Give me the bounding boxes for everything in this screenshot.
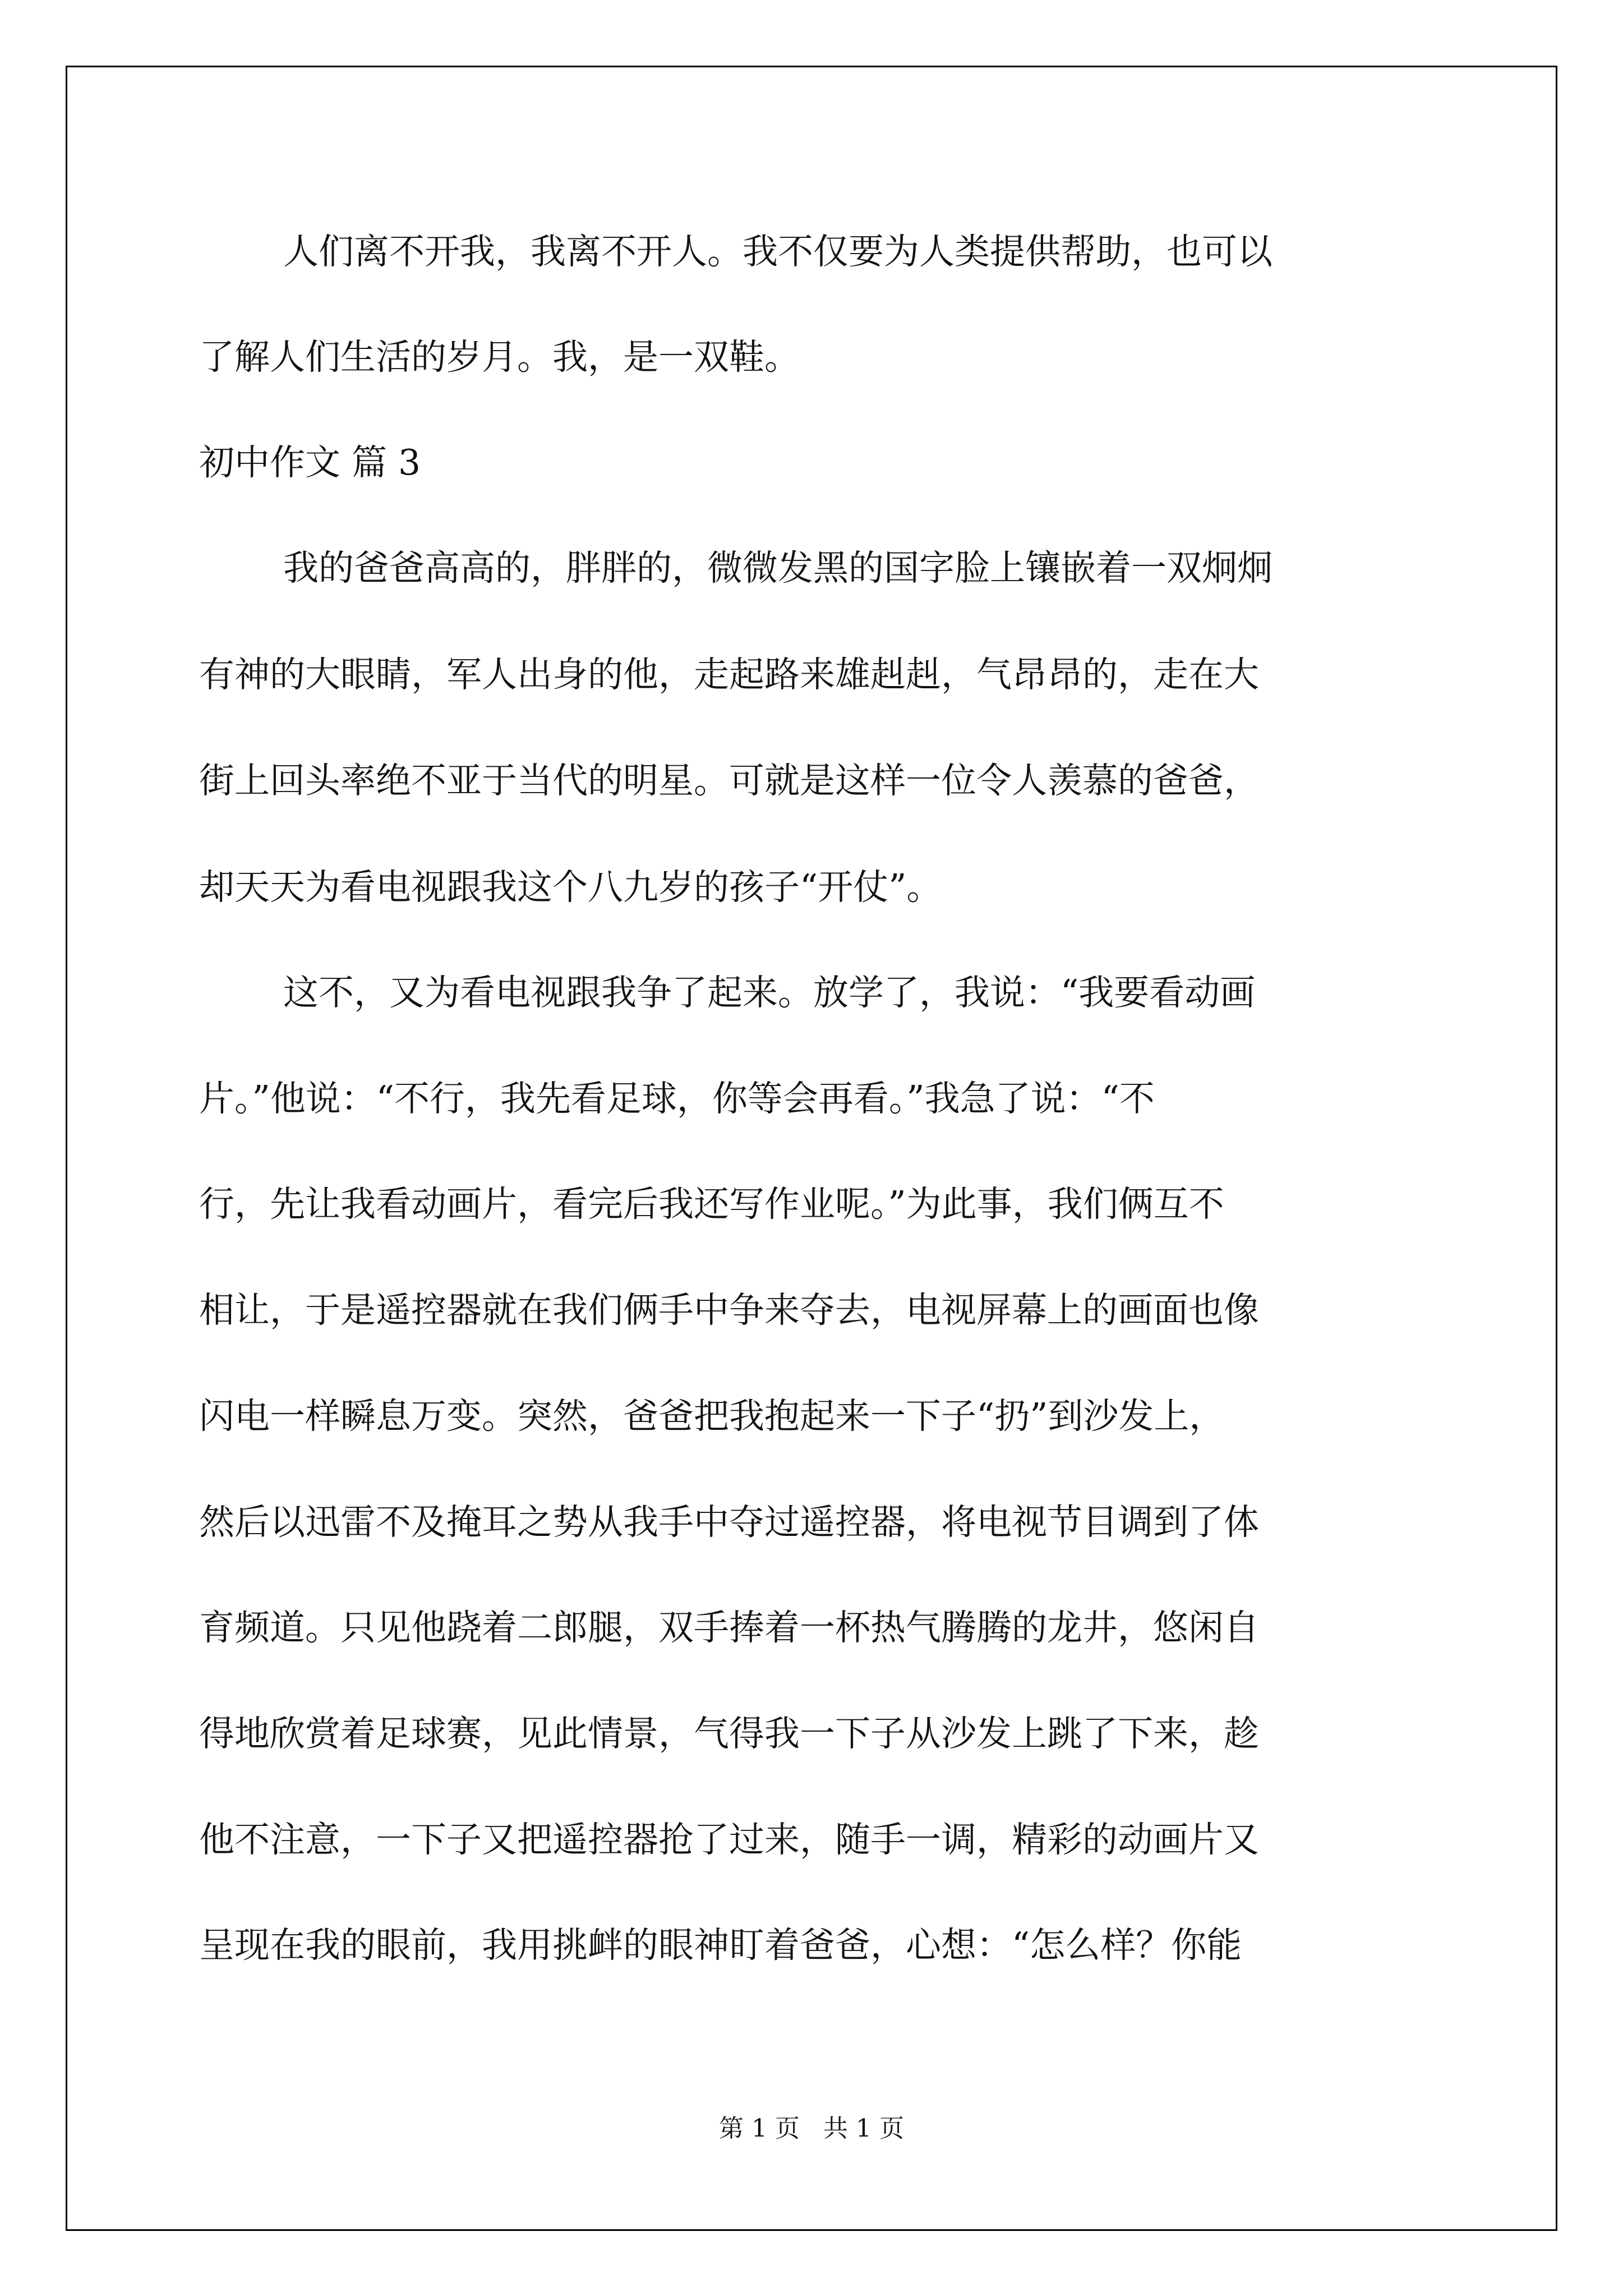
page-footer: 第 1 页 共 1 页 [719,2114,904,2143]
text-line: 却天天为看电视跟我这个八九岁的孩子“开仗”。 [199,867,942,908]
text-line: 育频道。只见他跷着二郎腿，双手捧着一杯热气腾腾的龙井，悠闲自 [199,1607,1259,1648]
text-line: 行，先让我看动画片，看完后我还写作业呢。”为此事，我们俩互不 [199,1184,1224,1225]
text-line: 街上回头率绝不亚于当代的明星。可就是这样一位令人羡慕的爸爸， [199,760,1259,801]
text-line: 片。”他说：“不行，我先看足球，你等会再看。”我急了说：“不 [199,1078,1155,1119]
text-line: 人们离不开我，我离不开人。我不仅要为人类提供帮助，也可以 [283,231,1272,272]
text-line: 然后以迅雷不及掩耳之势从我手中夺过遥控器，将电视节目调到了体 [199,1502,1259,1543]
text-line: 他不注意，一下子又把遥控器抢了过来，随手一调，精彩的动画片又 [199,1819,1259,1860]
text-line: 呈现在我的眼前，我用挑衅的眼神盯着爸爸，心想：“怎么样？你能 [199,1925,1242,1966]
text-line: 有神的大眼睛，军人出身的他，走起路来雄赳赳，气昂昂的，走在大 [199,654,1259,695]
section-heading: 初中作文 篇 3 [199,442,421,483]
text-line: 相让，于是遥控器就在我们俩手中争来夺去，电视屏幕上的画面也像 [199,1290,1259,1331]
text-line: 这不，又为看电视跟我争了起来。放学了，我说：“我要看动画 [283,972,1256,1013]
text-line: 闪电一样瞬息万变。突然，爸爸把我抱起来一下子“扔”到沙发上， [199,1396,1225,1437]
text-line: 我的爸爸高高的，胖胖的，微微发黑的国字脸上镶嵌着一双炯炯 [283,547,1272,588]
text-line: 得地欣赏着足球赛，见此情景，气得我一下子从沙发上跳了下来，趁 [199,1713,1259,1754]
page-border [66,66,1557,2231]
text-line: 了解人们生活的岁月。我，是一双鞋。 [199,337,800,378]
